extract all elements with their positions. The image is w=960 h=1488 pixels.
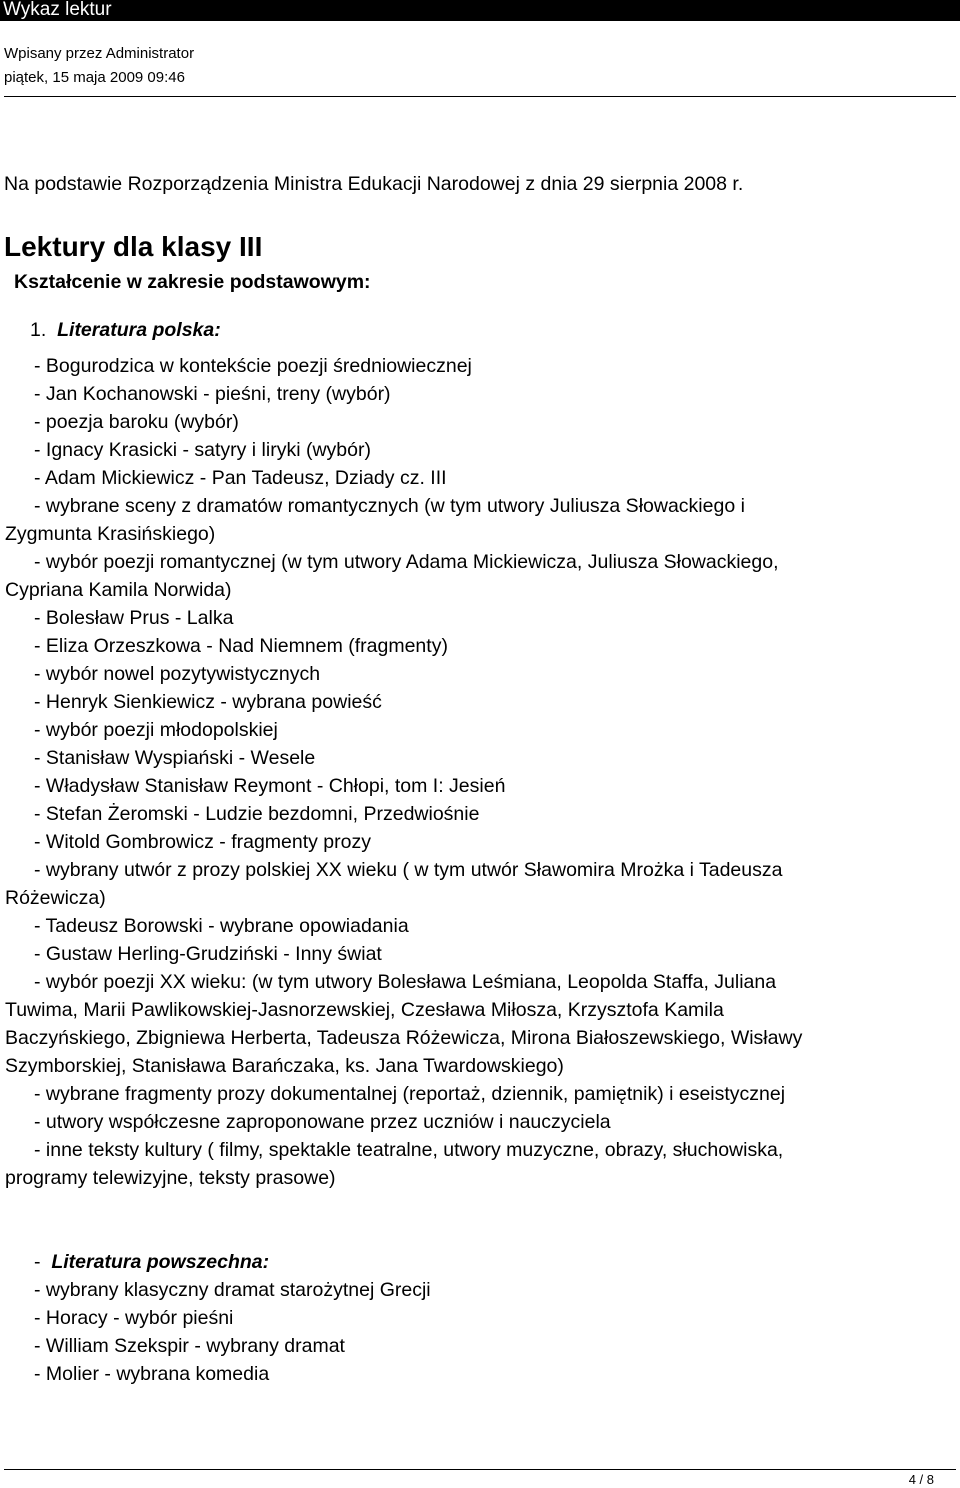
page-heading: Lektury dla klasy III xyxy=(4,231,263,262)
list-item: - Bolesław Prus - Lalka xyxy=(34,607,234,629)
list-item: - Molier - wybrana komedia xyxy=(34,1363,270,1385)
section-prefix: - xyxy=(34,1251,41,1273)
list-item-continuation: Cypriana Kamila Norwida) xyxy=(5,579,232,601)
date-line: piątek, 15 maja 2009 09:46 xyxy=(4,69,185,86)
list-item: - Jan Kochanowski - pieśni, treny (wybór) xyxy=(34,383,391,405)
list-item: - wybrane sceny z dramatów romantycznych (w tym utwory Juliusza Słowackiego i xyxy=(34,495,745,517)
section-polish-heading xyxy=(30,318,221,342)
document-title-bar xyxy=(0,0,960,21)
intro-paragraph: Na podstawie Rozporządzenia Ministra Edukacji Narodowej z dnia 29 sierpnia 2008 r. xyxy=(4,173,744,195)
list-item: - wybór poezji młodopolskiej xyxy=(34,719,278,741)
section-world-heading xyxy=(34,1250,269,1274)
list-item-continuation: Tuwima, Marii Pawlikowskiej-Jasnorzewskiej, Czesława Miłosza, Krzysztofa Kamila xyxy=(5,999,724,1021)
list-item-continuation: Różewicza) xyxy=(5,887,106,909)
list-item: - wybór nowel pozytywistycznych xyxy=(34,663,321,685)
section-title: Literatura powszechna: xyxy=(51,1251,270,1273)
list-item: - Eliza Orzeszkowa - Nad Niemnem (fragmenty) xyxy=(34,635,448,657)
list-item: - Henryk Sienkiewicz - wybrana powieść xyxy=(34,691,382,713)
document-title: Wykaz lektur xyxy=(3,0,112,20)
list-item: - Bogurodzica w kontekście poezji średniowiecznej xyxy=(34,355,472,377)
list-item: - Tadeusz Borowski - wybrane opowiadania xyxy=(34,915,409,937)
list-item: - utwory współczesne zaproponowane przez uczniów i nauczyciela xyxy=(34,1111,611,1133)
page-number: 4 / 8 xyxy=(908,1472,934,1487)
list-item: - wybór poezji XX wieku: (w tym utwory Bolesława Leśmiana, Leopolda Staffa, Juliana xyxy=(34,971,777,993)
list-item: - wybrany utwór z prozy polskiej XX wieku ( w tym utwór Sławomira Mrożka i Tadeusza xyxy=(34,859,783,881)
section-number: 1. xyxy=(30,319,47,341)
list-item: - wybór poezji romantycznej (w tym utwory Adama Mickiewicza, Juliusza Słowackiego, xyxy=(34,551,779,573)
list-item-continuation: Zygmunta Krasińskiego) xyxy=(5,523,216,545)
list-item: - poezja baroku (wybór) xyxy=(34,411,239,433)
list-item: - inne teksty kultury ( filmy, spektakle teatralne, utwory muzyczne, obrazy, słuchowiska, xyxy=(34,1139,784,1161)
list-item: - Władysław Stanisław Reymont - Chłopi, tom I: Jesień xyxy=(34,775,506,797)
list-item-continuation: Baczyńskiego, Zbigniewa Herberta, Tadeusza Różewicza, Mirona Białoszewskiego, Wisławy xyxy=(5,1027,803,1049)
list-item: - Stefan Żeromski - Ludzie bezdomni, Przedwiośnie xyxy=(34,803,480,825)
list-item: - Stanisław Wyspiański - Wesele xyxy=(34,747,316,769)
list-item: - wybrany klasyczny dramat starożytnej Grecji xyxy=(34,1279,431,1301)
list-item: - Ignacy Krasicki - satyry i liryki (wybór) xyxy=(34,439,371,461)
section-title: Literatura polska: xyxy=(57,319,221,341)
list-item-continuation: Szymborskiej, Stanisława Barańczaka, ks. Jana Twardowskiego) xyxy=(5,1055,564,1077)
list-item: - Adam Mickiewicz - Pan Tadeusz, Dziady cz. III xyxy=(34,467,447,489)
page-subheading: Kształcenie w zakresie podstawowym: xyxy=(14,271,371,293)
list-item: - Horacy - wybór pieśni xyxy=(34,1307,234,1329)
list-item: - William Szekspir - wybrany dramat xyxy=(34,1335,345,1357)
list-item: - Witold Gombrowicz - fragmenty prozy xyxy=(34,831,371,853)
header-divider xyxy=(4,96,956,97)
footer-divider xyxy=(4,1469,956,1470)
list-item: - Gustaw Herling-Grudziński - Inny świat xyxy=(34,943,382,965)
author-line: Wpisany przez Administrator xyxy=(4,45,195,62)
list-item-continuation: programy telewizyjne, teksty prasowe) xyxy=(5,1167,336,1189)
list-item: - wybrane fragmenty prozy dokumentalnej (reportaż, dziennik, pamiętnik) i eseistycznej xyxy=(34,1083,786,1105)
